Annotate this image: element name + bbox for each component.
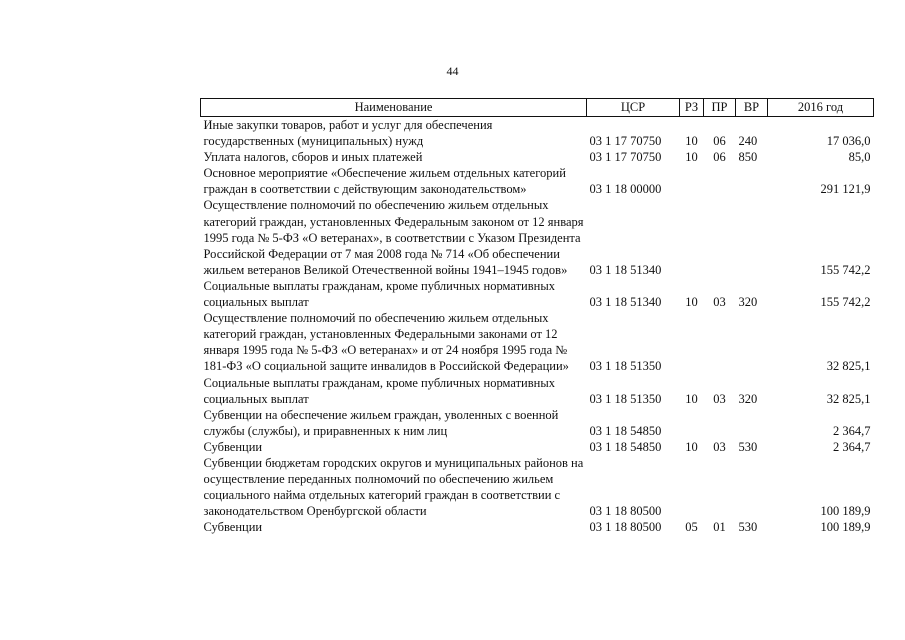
cell-vr: 320 <box>738 391 758 406</box>
cell-rz <box>680 455 704 519</box>
cell-csr: 03 1 18 51350 <box>589 359 662 374</box>
cell-name: Субвенции бюджетам городских округов и муниципальных районов на осуществление переданных полномочий по обеспечению жильем социального найма отдельных категорий граждан в соответствии с законодательством Оренбургской области <box>203 455 584 519</box>
header-vr: ВР <box>736 99 768 117</box>
cell-rz: 10 <box>685 439 698 454</box>
cell-name: Социальные выплаты гражданам, кроме публичных нормативных социальных выплат <box>203 278 555 310</box>
header-pr: ПР <box>704 99 736 117</box>
table-row <box>201 407 874 439</box>
cell-pr: 03 <box>713 295 726 310</box>
cell-vr <box>736 165 768 197</box>
table-row <box>201 519 874 535</box>
page-number: 44 <box>446 64 459 78</box>
cell-csr: 03 1 18 51340 <box>589 262 662 277</box>
cell-rz <box>680 197 704 277</box>
table-header-row <box>201 99 874 117</box>
table-row <box>201 117 874 150</box>
cell-rz: 10 <box>685 150 698 165</box>
cell-csr: 03 1 18 80500 <box>589 520 662 535</box>
cell-rz <box>680 165 704 197</box>
table-row <box>201 455 874 519</box>
cell-pr: 03 <box>713 391 726 406</box>
cell-name: Иные закупки товаров, работ и услуг для обеспечения государственных (муниципальных) нужд <box>203 118 493 149</box>
cell-pr <box>704 165 736 197</box>
table-row <box>201 375 874 407</box>
cell-rz <box>680 407 704 439</box>
cell-rz: 10 <box>685 295 698 310</box>
cell-amount: 2 364,7 <box>833 423 871 438</box>
cell-pr: 06 <box>713 150 726 165</box>
cell-amount: 2 364,7 <box>833 439 871 454</box>
cell-rz <box>680 310 704 374</box>
cell-csr: 03 1 18 51350 <box>589 391 662 406</box>
cell-name: Осуществление полномочий по обеспечению жильем отдельных категорий граждан, установленных Федеральными законами от 12 января 1995 года № 5-ФЗ «О ветеранах» и от 24 ноября 1995 года № 181-ФЗ «О социальной защите инвалидов в Российской Федерации» <box>203 311 569 374</box>
cell-amount: 32 825,1 <box>826 359 871 374</box>
cell-rz: 10 <box>685 391 698 406</box>
cell-name: Социальные выплаты гражданам, кроме публичных нормативных социальных выплат <box>203 375 555 406</box>
cell-amount: 32 825,1 <box>826 391 871 406</box>
cell-name: Осуществление полномочий по обеспечению жильем отдельных категорий граждан, установленных Федеральным законом от 12 января 1995 года № 5-ФЗ «О ветеранах», в соответствии с Указом Президента Российской Федерации от 7 мая 2008 года № 714 «Об обеспечении жильем ветеранов Великой Отечественной войны 1941–1945 годов» <box>203 198 584 277</box>
cell-amount: 291 121,9 <box>820 182 871 197</box>
cell-name: Основное мероприятие «Обеспечение жильем отдельных категорий граждан в соответствии с действующим законодательством» <box>203 166 566 197</box>
cell-name: Уплата налогов, сборов и иных платежей <box>203 150 423 165</box>
table-row <box>201 278 874 310</box>
table-row <box>201 439 874 455</box>
cell-pr <box>704 455 736 519</box>
cell-vr: 530 <box>738 520 758 535</box>
cell-name: Субвенции на обеспечение жильем граждан, уволенных с военной службы (службы), и приравненных к ним лиц <box>203 407 559 438</box>
cell-vr <box>736 310 768 374</box>
cell-csr: 03 1 18 54850 <box>589 423 662 438</box>
table-row <box>201 310 874 374</box>
cell-csr: 03 1 17 70750 <box>589 134 662 149</box>
cell-amount: 100 189,9 <box>820 504 871 519</box>
cell-vr: 530 <box>738 439 758 454</box>
cell-amount: 100 189,9 <box>820 520 871 535</box>
cell-vr <box>736 455 768 519</box>
cell-pr: 03 <box>713 439 726 454</box>
cell-csr: 03 1 18 00000 <box>589 182 662 197</box>
cell-pr <box>704 197 736 277</box>
cell-pr <box>704 407 736 439</box>
cell-vr: 240 <box>738 134 758 149</box>
cell-amount: 17 036,0 <box>826 134 871 149</box>
cell-amount: 155 742,2 <box>820 262 871 277</box>
cell-amount: 85,0 <box>848 150 871 165</box>
cell-name: Субвенции <box>203 439 263 454</box>
table-row <box>201 149 874 165</box>
cell-rz: 10 <box>685 134 698 149</box>
cell-pr: 06 <box>713 134 726 149</box>
cell-vr <box>736 407 768 439</box>
cell-csr: 03 1 18 51340 <box>589 295 662 310</box>
cell-name: Субвенции <box>203 520 263 535</box>
cell-csr: 03 1 18 54850 <box>589 439 662 454</box>
cell-rz: 05 <box>685 520 698 535</box>
cell-vr: 320 <box>738 295 758 310</box>
table-row <box>201 197 874 277</box>
cell-vr <box>736 197 768 277</box>
cell-pr <box>704 310 736 374</box>
header-year: 2016 год <box>768 99 874 117</box>
header-name: Наименование <box>201 99 587 117</box>
cell-csr: 03 1 18 80500 <box>589 504 662 519</box>
cell-vr: 850 <box>738 150 758 165</box>
header-rz: РЗ <box>680 99 704 117</box>
cell-pr: 01 <box>713 520 726 535</box>
table-row <box>201 165 874 197</box>
cell-csr: 03 1 17 70750 <box>589 150 662 165</box>
header-csr: ЦСР <box>587 99 680 117</box>
budget-table <box>200 98 874 535</box>
cell-amount: 155 742,2 <box>820 295 871 310</box>
